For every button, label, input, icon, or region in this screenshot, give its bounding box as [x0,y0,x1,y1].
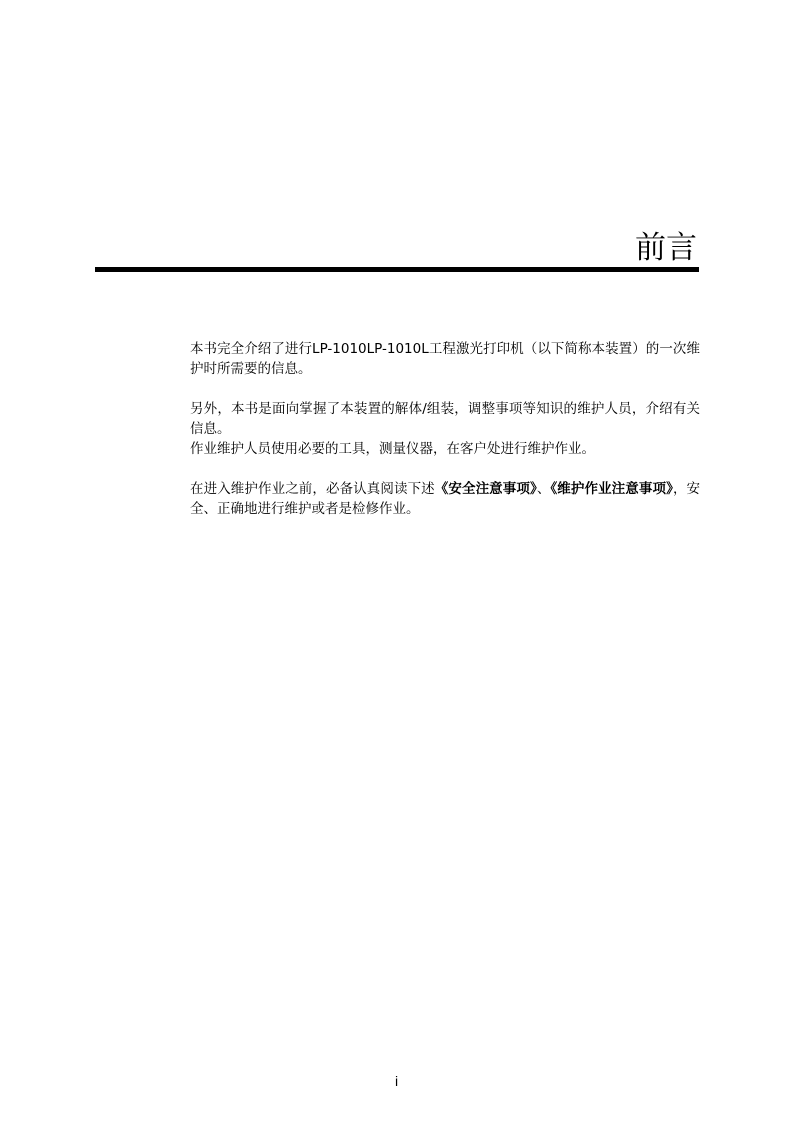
maintenance-precautions-reference: 《维护作业注意事项》 [550,481,673,497]
precautions-text-after: ，安全、正确地进行维护或者是检修作业。 [190,481,701,517]
paragraph-audience: 另外，本书是面向掌握了本装置的解体/组装，调整事项等知识的维护人员，介绍有关信息。 [190,401,700,437]
safety-precautions-reference: 《安全注意事项》 [434,481,537,497]
precautions-text-before: 在进入维护作业之前，必备认真阅读下述 [190,481,435,497]
precautions-separator: 、 [536,481,551,497]
paragraph-tools: 作业维护人员使用必要的工具，测量仪器，在客户处进行维护作业。 [190,441,595,457]
paragraph-spacer [190,459,700,479]
paragraph-precautions [190,479,700,519]
page-number: i [394,1073,399,1089]
preface-body [190,339,700,519]
title-underline-rule [95,267,699,272]
paragraph-intro: 本书完全介绍了进行LP-1010LP-1010L工程激光打印机（以下简称本装置）的一次维护时所需要的信息。 [190,341,700,377]
paragraph-spacer [190,379,700,399]
page-title: 前言 [635,230,697,266]
